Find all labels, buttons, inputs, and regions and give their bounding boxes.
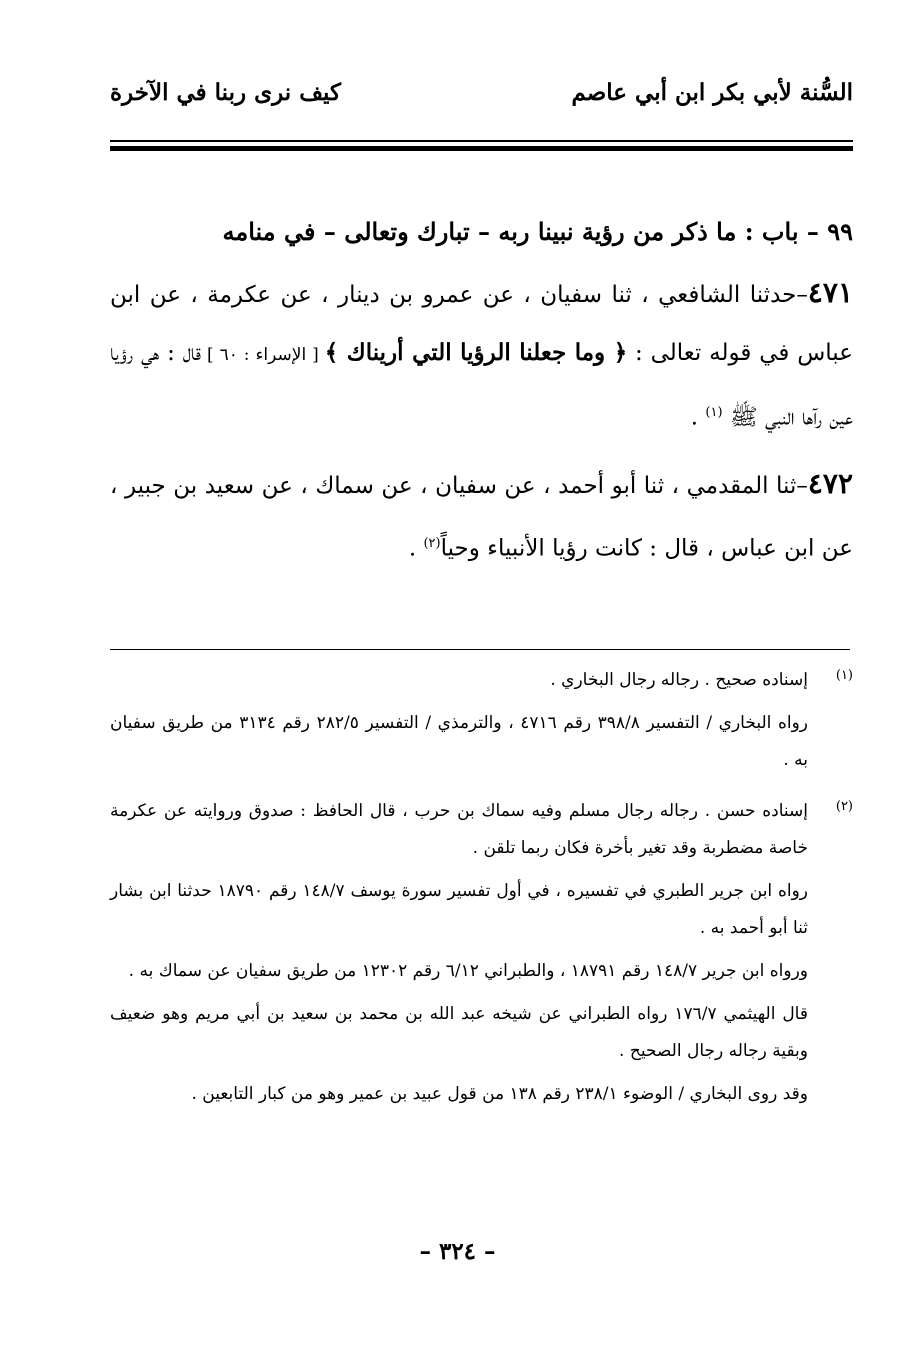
footnote-number: (١): [835, 668, 853, 683]
footnotes: [110, 662, 853, 1127]
footnote-separator: [110, 649, 850, 650]
header-rule-thick: [110, 146, 853, 151]
sentence-end: .: [690, 404, 706, 431]
footnote-number: (٢): [835, 799, 853, 814]
hadith-text-continued: قال : هي رؤيا عين رآها النبي ﷺ: [110, 340, 853, 431]
footnote-paragraph: إسناده صحيح . رجاله رجال البخاري .: [550, 670, 808, 690]
quran-verse: ﴿ وما جعلنا الرؤيا التي أريناك ﴾: [324, 339, 628, 366]
sentence-end: .: [408, 535, 424, 562]
running-header: [110, 72, 853, 112]
footnote-2: [110, 793, 853, 1119]
header-rule-thin: [110, 140, 853, 142]
footnote-paragraph: ورواه ابن جرير ١٤٨/٧ رقم ١٨٧٩١ ، والطبراني ٦/١٢ رقم ١٢٣٠٢ من طريق سفيان عن سماك به .: [128, 961, 808, 981]
footnote-body: [110, 662, 808, 785]
book-title: السُّنة لأبي بكر ابن أبي عاصم: [571, 78, 853, 106]
hadith-471: [110, 264, 853, 447]
main-text: [110, 210, 853, 585]
hadith-text: –ثنا المقدمي ، ثنا أبو أحمد ، عن سفيان ، عن سماك ، عن سعيد بن جبير ، عن ابن عباس ، قال : كانت رؤيا الأنبياء وحياً: [110, 472, 853, 562]
hadith-number: ٤٧٢: [807, 466, 853, 500]
footnote-1: [110, 662, 853, 785]
verse-reference: [ الإسراء : ٦٠ ]: [201, 345, 325, 365]
footnote-paragraph: إسناده حسن . رجاله رجال مسلم وفيه سماك بن حرب ، قال الحافظ : صدوق وروايته عن عكرمة خاصة مضطربة وقد تغير بأخرة فكان ربما تلقن .: [110, 801, 808, 858]
footnote-marker: (٢): [423, 535, 441, 551]
footnote-paragraph: رواه البخاري / التفسير ٣٩٨/٨ رقم ٤٧١٦ ، والترمذي / التفسير ٢٨٢/٥ رقم ٣١٣٤ من طريق سفيان به .: [110, 713, 809, 770]
hadith-text: –حدثنا الشافعي ، ثنا سفيان ، عن عمرو بن دينار ، عن عكرمة ، عن ابن عباس في قوله تعالى :: [110, 282, 853, 366]
section-title: كيف نرى ربنا في الآخرة: [110, 78, 341, 106]
footnote-paragraph: وقد روى البخاري / الوضوء ٢٣٨/١ رقم ١٣٨ من قول عبيد بن عمير وهو من كبار التابعين .: [191, 1084, 808, 1104]
footnote-marker: (١): [705, 405, 723, 420]
hadith-472: [110, 455, 853, 578]
footnote-paragraph: قال الهيثمي ١٧٦/٧ رواه الطبراني عن شيخه عبد الله بن محمد بن سعيد بن أبي مريم وهو ضعيف وبقية رجاله رجال الصحيح .: [110, 1004, 808, 1061]
page-number: – ٣٢٤ –: [419, 1238, 496, 1265]
footnote-paragraph: رواه ابن جرير الطبري في تفسيره ، في أول تفسير سورة يوسف ١٤٨/٧ رقم ١٨٧٩٠ حدثنا ابن بشار ثنا أبو أحمد به .: [110, 881, 808, 938]
hadith-number: ٤٧١: [807, 276, 853, 309]
footnote-body: [110, 793, 808, 1119]
chapter-heading: ٩٩ – باب : ما ذكر من رؤية نبينا ربه – تبارك وتعالى – في منامه: [222, 217, 853, 246]
